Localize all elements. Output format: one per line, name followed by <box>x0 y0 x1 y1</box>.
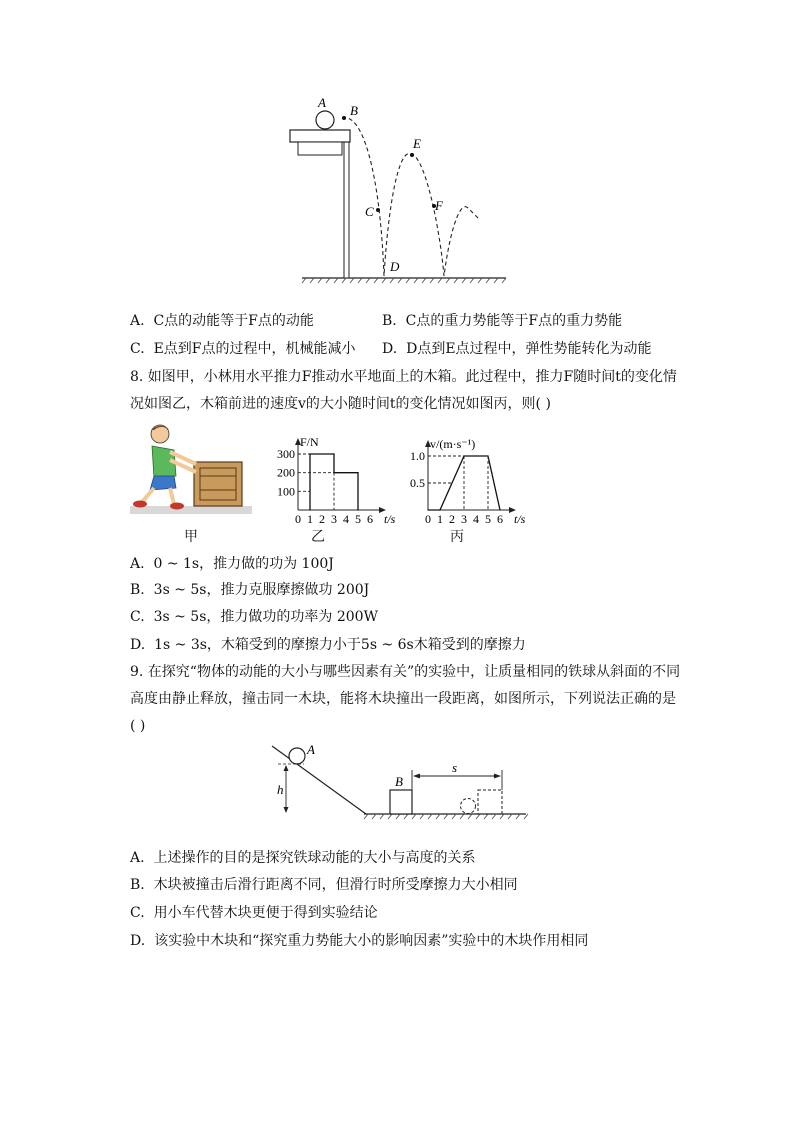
force-time-chart <box>264 434 404 528</box>
label-F: F <box>435 198 443 213</box>
x-tick-label: 6 <box>367 512 373 526</box>
x-tick-label: 0 <box>295 512 301 526</box>
data-point <box>357 509 358 510</box>
x-tick-label: 5 <box>355 512 361 526</box>
q8-stem-line1: 8. 如图甲，小林用水平推力F推动水平地面上的木箱。此过程中，推力F随时间t的变化情 <box>130 369 677 385</box>
x-tick-label: 1 <box>437 512 443 526</box>
bouncing-ball-figure <box>280 90 520 290</box>
y-axis-label: v/(m·s⁻¹) <box>430 437 476 451</box>
x-tick-label: 3 <box>461 512 467 526</box>
data-point <box>439 509 440 510</box>
label-D: D <box>390 259 400 274</box>
q8-option-b: B. 3s ~ 5s，推力克服摩擦做功 200J <box>130 582 370 598</box>
y-tick-label: 100 <box>277 484 295 499</box>
x-tick-label: 0 <box>425 512 431 526</box>
label-A: A <box>318 95 326 110</box>
label-h: h <box>277 782 284 797</box>
data-point <box>357 472 358 473</box>
label-B: B <box>395 774 403 789</box>
x-tick-label: 3 <box>331 512 337 526</box>
q9-option-d: D. 该实验中木块和“探究重力势能大小的影响因素”实验中的木块作用相同 <box>130 933 589 949</box>
y-tick-label: 1.0 <box>410 449 425 463</box>
x-tick-label: 6 <box>497 512 503 526</box>
q8-stem-line2: 况如图乙，木箱前进的速度v的大小随时间t的变化情况如图丙，则( ) <box>130 396 551 412</box>
y-tick-label: 0.5 <box>410 476 425 490</box>
data-point <box>427 509 428 510</box>
x-tick-label: 2 <box>319 512 325 526</box>
label-A: A <box>307 742 315 757</box>
x-tick-label: 4 <box>473 512 479 526</box>
x-tick-label: 5 <box>485 512 491 526</box>
y-tick-label: 300 <box>277 447 295 461</box>
velocity-time-chart <box>396 424 544 528</box>
data-point <box>309 509 310 510</box>
q9-option-c: C. 用小车代替木块更便于得到实验结论 <box>130 905 378 921</box>
q9-stem-line2: 高度由静止释放，撞击同一木块，能将木块撞出一段距离，如图所示，下列说法正确的是 <box>130 691 676 707</box>
caption-yi: 乙 <box>311 529 325 545</box>
q8-option-d: D. 1s ~ 3s，木箱受到的摩擦力小于5s ~ 6s木箱受到的摩擦力 <box>130 637 526 653</box>
y-axis-label: F/N <box>300 435 319 449</box>
q9-option-b: B. 木块被撞击后滑行距离不同，但滑行时所受摩擦力大小相同 <box>130 877 518 893</box>
caption-bing: 丙 <box>450 529 464 545</box>
label-s: s <box>452 760 458 775</box>
x-tick-label: 2 <box>449 512 455 526</box>
data-point <box>333 453 334 454</box>
label-B: B <box>350 103 358 118</box>
x-tick-label: 4 <box>343 512 349 526</box>
incline-experiment-figure <box>264 736 534 826</box>
caption-jia: 甲 <box>184 529 198 545</box>
q7-option-a: A. C点的动能等于F点的动能 <box>130 313 314 329</box>
q9-stem-line3: ( ) <box>130 718 146 734</box>
x-axis-label: t/s <box>384 512 396 526</box>
q7-option-c: C. E点到F点的过程中，机械能减小 <box>130 341 356 357</box>
x-axis-label: t/s <box>514 512 526 526</box>
q7-option-d: D. D点到E点过程中，弹性势能转化为动能 <box>382 341 652 357</box>
q9-stem-line1: 9. 在探究“物体的动能的大小与哪些因素有关”的实验中，让质量相同的铁球从斜面的不同 <box>130 664 681 680</box>
data-point <box>499 509 500 510</box>
series-line-F <box>310 454 358 510</box>
q9-option-a: A. 上述操作的目的是探究铁球动能的大小与高度的关系 <box>130 850 476 866</box>
boy-pushing-box-illustration <box>130 420 255 522</box>
x-tick-label: 1 <box>307 512 313 526</box>
q8-option-a: A. 0 ~ 1s，推力做的功为 100J <box>130 556 334 572</box>
q8-option-c: C. 3s ~ 5s，推力做功的功率为 200W <box>130 609 378 625</box>
y-tick-label: 200 <box>277 465 295 480</box>
label-E: E <box>413 136 421 151</box>
q7-option-b: B. C点的重力势能等于F点的重力势能 <box>382 313 623 329</box>
label-C: C <box>365 204 374 219</box>
